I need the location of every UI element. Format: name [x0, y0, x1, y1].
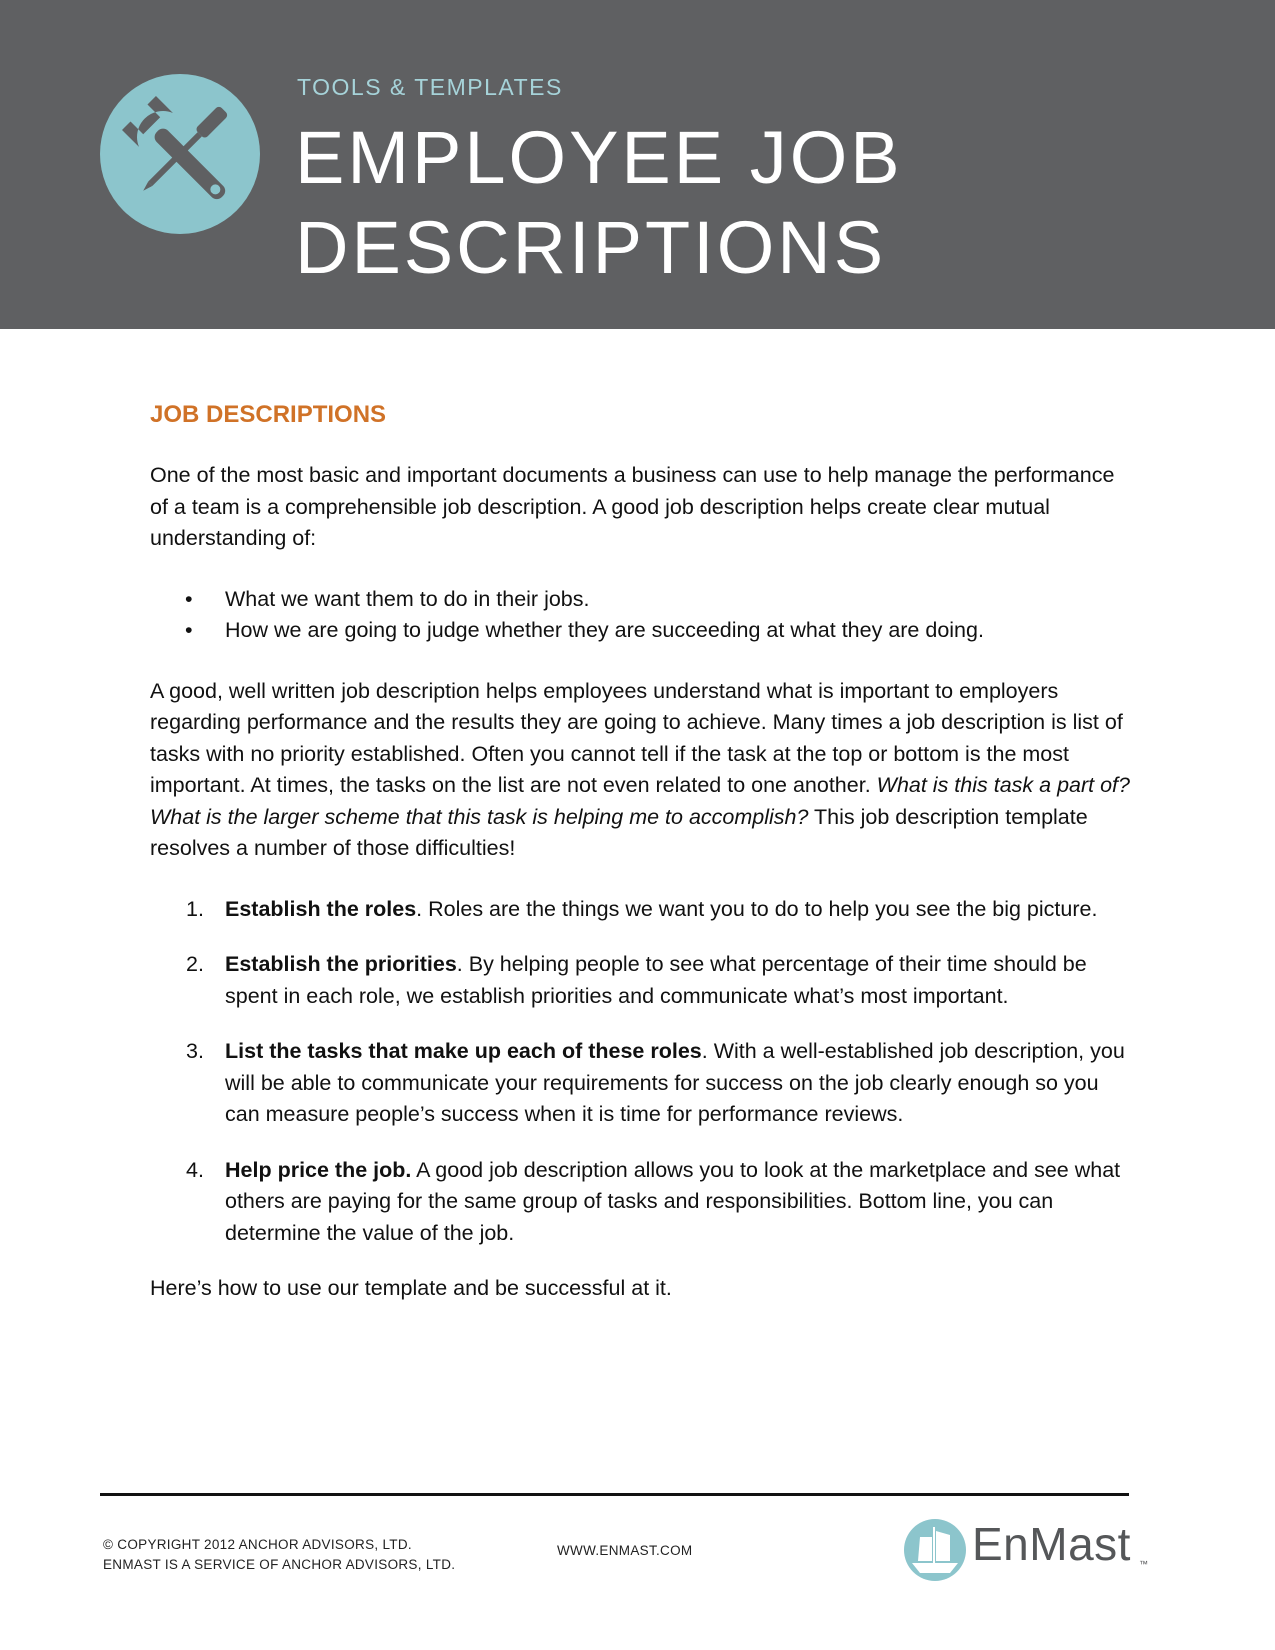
item-text: . By helping people to see what percentage of their time should be spent in each role, we establish priorities and communicate what’s most important.	[225, 952, 1087, 1008]
item-number: 2.	[186, 952, 204, 976]
body-paragraph-end: This job description template resolves a number of those difficulties!	[150, 804, 1088, 860]
body-paragraph	[150, 676, 1135, 865]
bullet-dot: •	[185, 618, 193, 642]
section-heading: JOB DESCRIPTIONS	[150, 401, 387, 428]
website-link[interactable]: WWW.ENMAST.COM	[557, 1543, 693, 1558]
numbered-item	[150, 1155, 1135, 1250]
bullet-dot: •	[185, 586, 193, 611]
page-title	[295, 113, 903, 293]
service-text: ENMAST IS A SERVICE OF ANCHOR ADVISORS, LTD.	[103, 1557, 456, 1572]
item-text: . Roles are the things we want you to do to help you see the big picture.	[416, 896, 1098, 921]
numbered-list	[150, 894, 1135, 1250]
item-number: 4.	[186, 1157, 204, 1182]
page-title-line-1: EMPLOYEE JOB	[295, 116, 903, 199]
numbered-item	[150, 894, 1135, 926]
bullet-item	[150, 584, 1135, 616]
logo-trademark: ™	[1139, 1559, 1148, 1569]
wrench-screwdriver-icon	[100, 74, 260, 234]
footer-divider	[100, 1493, 1129, 1496]
copyright-text: © COPYRIGHT 2012 ANCHOR ADVISORS, LTD.	[103, 1537, 412, 1552]
item-bold-lead: Establish the roles	[225, 896, 417, 921]
enmast-logo	[902, 1515, 1152, 1585]
item-bold-lead: Help price the job.	[225, 1157, 412, 1182]
footer-legal	[103, 1535, 455, 1575]
ship-logo-icon	[902, 1517, 968, 1583]
item-number: 1.	[186, 896, 204, 921]
bullet-list	[150, 584, 1135, 647]
document-body	[150, 398, 1135, 1334]
numbered-item	[150, 949, 1135, 1012]
item-text: A good job description allows you to look at the marketplace and see what others are paying for the same group of tasks and responsibilities. Bottom line, you can determine the value of the job.	[225, 1157, 1121, 1245]
header-kicker: TOOLS & TEMPLATES	[297, 74, 563, 100]
bullet-text: What we want them to do in their jobs.	[225, 586, 590, 611]
header-banner	[0, 0, 1275, 329]
closing-paragraph: Here’s how to use our template and be successful at it.	[150, 1276, 672, 1300]
item-text: . With a well-established job description, you will be able to communicate your requirements for success on the job clearly enough so you can measure people’s success when it is time for performance reviews.	[225, 1039, 1125, 1126]
item-bold-lead: Establish the priorities	[225, 952, 457, 976]
page-title-line-2: DESCRIPTIONS	[295, 206, 887, 289]
bullet-text: How we are going to judge whether they are succeeding at what they are doing.	[225, 618, 984, 642]
intro-paragraph: One of the most basic and important documents a business can use to help manage the performance of a team is a comprehensible job description. A good job description helps create clear mutual understanding of:	[150, 463, 1115, 550]
logo-wordmark: EnMast	[972, 1518, 1131, 1570]
body-paragraph-start: A good, well written job description helps employees understand what is important to employers regarding performance and the results they are going to achieve. Many times a job description is list of tasks with no priority established. Often you cannot tell if the task at the top or bottom is the most important. At times, the tasks on the list are not even related to one another.	[150, 678, 1123, 797]
item-number: 3.	[186, 1039, 204, 1063]
item-bold-lead: List the tasks that make up each of these roles	[225, 1039, 702, 1063]
bullet-item	[150, 615, 1135, 647]
numbered-item	[150, 1036, 1135, 1131]
body-paragraph-italic: What is this task a part of? What is the larger scheme that this task is helping me to accomplish?	[150, 773, 1130, 829]
